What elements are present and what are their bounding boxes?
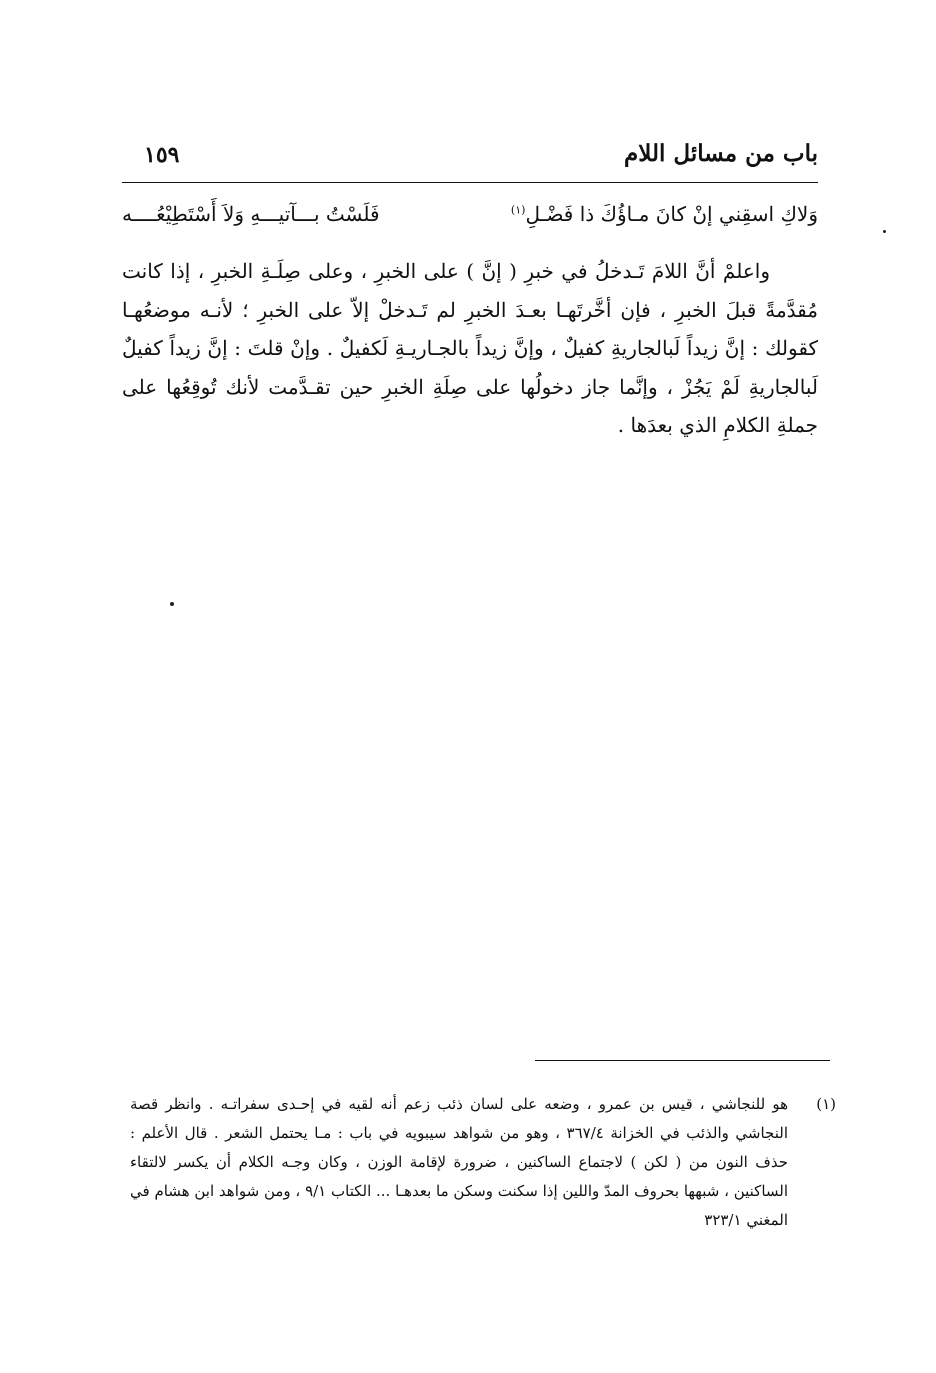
main-text bbox=[122, 252, 818, 445]
footnotes bbox=[130, 1090, 836, 1235]
verse-first-hemistich-text: وَلاكِ اسقِني إنْ كانَ مـاؤُكَ ذا فَضْـلِ bbox=[525, 202, 818, 226]
chapter-title: باب من مسائل اللام bbox=[624, 140, 818, 167]
footnote-reference: (١) bbox=[510, 203, 526, 217]
header-rule bbox=[122, 182, 818, 183]
print-speck bbox=[170, 602, 174, 606]
footnote-separator bbox=[535, 1060, 830, 1061]
footnote-text: هو للنجاشي ، قيس بن عمرو ، وضعه على لسان ذئب زعم أنه لقيه في إحـدى سفراتـه . وانظر قصة النجاشي والذئب في الخزانة ٣٦٧/٤ ، وهو من شواهد سيبويه في باب : مـا يحتمل الشعر . قال الأعلم : حذف النون من ( لكن ) لاجتماع الساكنين ، ضرورة لإقامة الوزن ، وكان وجـه الكلام أن يكسر لالتقاء الساكنين ، شبهها بحروف المدّ واللين إذا سكنت وسكن ما بعدهـا ... الكتاب ٩/١ ، ومن شواهد ابن هشام في المغني ٣٢٣/١ bbox=[130, 1095, 789, 1229]
body-paragraph: واعلمْ أنَّ اللامَ تَـدخلُ في خبرِ ( إنَّ ) على الخبرِ ، وعلى صِلَـةِ الخبرِ ، إذا كانت مُقدَّمةً قبلَ الخبرِ ، فإن أخَّرتَهـا بعـدَ الخبرِ لم تَـدخلْ إلاّ على الخبرِ ؛ لأنـه موضعُهـا كقولك : إنَّ زيداً لَبالجاريةِ كفيلٌ ، وإنَّ زيداً بالجـاريـةِ لَكفيلٌ . وإنْ قلتَ : إنَّ زيداً كفيلٌ لَبالجاريةِ لَمْ يَجُزْ ، وإنَّما جاز دخولُها على صِلَةِ الخبرِ حين تقـدَّمت لأنك تُوقِعُها على جملةِ الكلامِ الذي بعدَها . bbox=[122, 259, 818, 437]
verse-first-hemistich bbox=[511, 202, 818, 226]
footnote-item bbox=[130, 1090, 836, 1235]
print-speck bbox=[883, 230, 886, 233]
verse-second-hemistich: فَلَسْتُ بـــآتيـــهِ وَلاَ أَسْتَطِيْعُــــه bbox=[122, 202, 380, 226]
running-head bbox=[122, 134, 818, 178]
page-number: ١٥٩ bbox=[144, 142, 180, 168]
poetry-verse bbox=[122, 198, 818, 240]
footnote-number: (١) bbox=[816, 1095, 836, 1113]
